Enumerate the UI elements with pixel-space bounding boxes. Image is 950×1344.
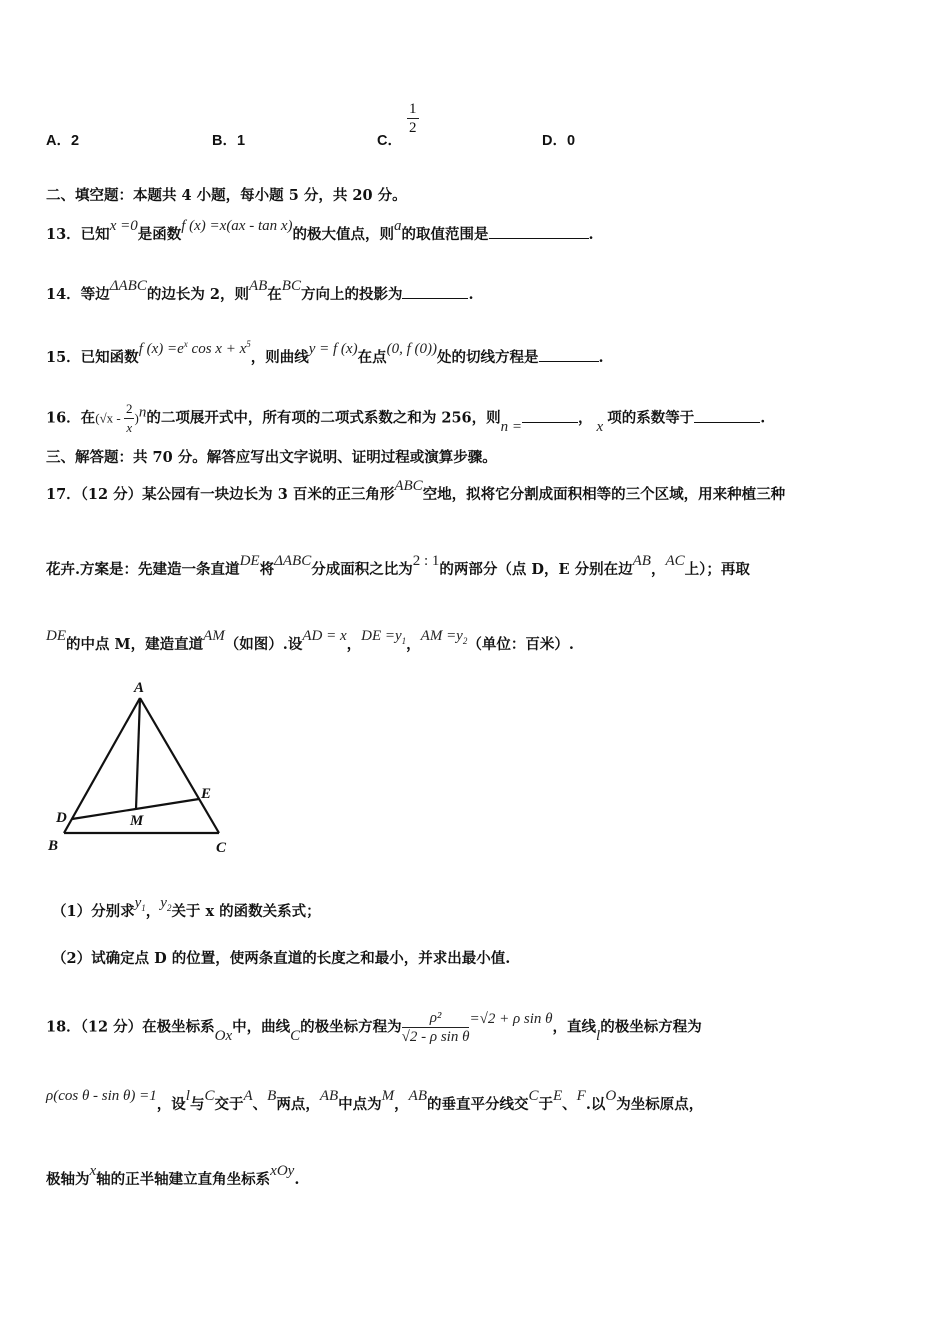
q18-math-ox: Ox: [214, 1027, 233, 1044]
segment-am: [136, 698, 140, 809]
q18-text-9: 、: [252, 1096, 268, 1113]
q18-text-7: 与: [189, 1096, 205, 1113]
q18-text-4: ，直线: [552, 1018, 597, 1036]
q17-math-y2-base: AM =y: [420, 628, 463, 644]
q16-frac-den: x: [126, 420, 133, 435]
question-15: [46, 339, 604, 368]
section-2-heading: 二、填空题：本题共 4 小题，每小题 5 分，共 20 分。: [46, 187, 407, 204]
q17-text-4: 将: [259, 561, 275, 578]
q15-text-1: 15．已知函数: [46, 349, 139, 366]
q18-text-2: 中，曲线: [232, 1018, 291, 1036]
q18-math-ab2: AB: [408, 1088, 427, 1104]
q18-math-b: B: [267, 1088, 277, 1104]
q18-text-14: 于: [538, 1096, 553, 1113]
q18-fraction: [402, 1009, 470, 1046]
q14-text-3: 在: [267, 286, 282, 303]
q18-math-l: l: [596, 1027, 601, 1044]
q18-text-17: 为坐标原点，: [616, 1096, 704, 1113]
q18-math-ab: AB: [319, 1088, 339, 1104]
q17-math-ab: AB: [632, 553, 651, 569]
q17-part1-y2-base: y: [160, 895, 167, 911]
q14-text-2: 的边长为 2，则: [146, 286, 249, 303]
option-c: [377, 129, 402, 150]
q15-math-2: y = f (x): [308, 341, 358, 357]
q17-math-triangle: ΔABC: [274, 553, 312, 569]
q13-math-1: x =0: [109, 218, 138, 234]
option-c-denominator: 2: [409, 120, 417, 136]
q17-text-6: 的两部分（点 D，E 分别在边: [439, 561, 633, 578]
q15-end: .: [598, 349, 604, 366]
section-3-heading: 三、解答题：共 70 分。解答应写出文字说明、证明过程或演算步骤。: [46, 449, 497, 466]
option-c-fraction: [407, 100, 419, 137]
q18-math-o: O: [605, 1088, 617, 1104]
q18-math-e: E: [553, 1088, 563, 1104]
q18-text-10: 两点，: [276, 1096, 320, 1113]
q16-end: .: [760, 409, 766, 427]
q13-text-3: 的极大值点，则: [292, 226, 395, 243]
question-18-line-2: [46, 1088, 704, 1115]
q17-math-y1-sub: 1: [401, 636, 407, 646]
q18-text-5: 的极坐标方程为: [600, 1018, 702, 1036]
q17-text-13: （单位：百米）.: [467, 636, 574, 653]
q16-text-1: 16．在: [46, 409, 96, 427]
q14-math-3: BC: [281, 278, 301, 294]
q16-math-1b: ): [134, 410, 139, 426]
q17-math-de-2: DE: [46, 628, 66, 644]
q13-text-2: 是函数: [137, 226, 182, 243]
question-17-part-2: （2）试确定点 D 的位置，使两条直道的长度之和最小，并求出最小值.: [52, 950, 511, 967]
q16-math-2: n =: [500, 418, 523, 435]
triangle-figure: [44, 676, 244, 856]
q17-part1-text-3: 关于 x 的函数关系式；: [171, 903, 321, 920]
q17-text-11: ，: [346, 636, 362, 653]
q17-math-am: AM: [203, 628, 225, 644]
q17-math-ac: AC: [665, 553, 685, 569]
q16-text-3: ，: [578, 409, 593, 427]
q18-text-11: 中点为: [338, 1096, 382, 1113]
label-e: E: [201, 786, 212, 802]
q17-part1-text-2: ，: [145, 903, 161, 920]
label-c: C: [216, 840, 227, 856]
q17-part1-y1: [135, 895, 146, 911]
q16-math-1-sup: n: [138, 404, 147, 421]
q13-math-2: f (x) =x(ax - tan x): [181, 218, 293, 234]
question-16: [46, 400, 765, 437]
q14-end: .: [468, 286, 474, 303]
q13-text-1: 13．已知: [46, 226, 110, 243]
q18-text-8: 交于: [214, 1096, 244, 1113]
q16-answer-blank-2[interactable]: [694, 408, 760, 423]
question-18-line-1: [46, 1009, 702, 1046]
q15-math-1b: cos x + x: [187, 341, 247, 357]
q16-math-1a: (√x -: [95, 410, 124, 426]
option-d: D．0: [542, 133, 576, 149]
q18-frac-den: √2 - ρ sin θ: [401, 1029, 470, 1045]
q13-end: .: [588, 226, 594, 243]
q15-math-1-sup: x: [183, 339, 188, 349]
q17-math-y2-eq: [421, 628, 468, 644]
q18-math-xoy: xOy: [270, 1163, 295, 1179]
q14-answer-blank[interactable]: [402, 284, 468, 299]
q17-math-ad: AD = x: [302, 628, 347, 644]
q17-text-10: （如图）.设: [224, 636, 303, 653]
q18-math-l2: l: [185, 1088, 190, 1104]
q18-text-16: .以: [585, 1096, 606, 1113]
q15-math-1: [139, 341, 251, 357]
q17-math-y1-eq: [361, 628, 406, 644]
question-17-part-1: [52, 895, 321, 927]
q17-part1-y1-sub: 1: [141, 903, 146, 913]
question-17-line-1: [46, 478, 786, 505]
q17-math-y2-sub: 2: [462, 636, 468, 646]
q16-math-3: x: [596, 418, 604, 435]
q15-answer-blank[interactable]: [539, 347, 599, 362]
q17-text-12: ，: [406, 636, 421, 653]
q18-text-12: ，: [394, 1096, 409, 1113]
question-17-line-2: [46, 553, 750, 580]
q18-math-line-eq: ρ(cos θ - sin θ) =1: [46, 1088, 157, 1104]
q17-part1-y2-sub: 2: [166, 903, 172, 913]
q14-text-1: 14．等边: [46, 286, 110, 303]
q17-text-8: 上）；再取: [684, 561, 750, 578]
q16-text-4: 项的系数等于: [607, 409, 695, 427]
q16-fraction: [124, 400, 135, 437]
q18-text-19: 轴的正半轴建立直角坐标系: [96, 1171, 271, 1188]
q18-math-a: A: [243, 1088, 253, 1104]
q13-answer-blank[interactable]: [489, 224, 589, 239]
question-14: [46, 278, 474, 305]
q14-text-4: 方向上的投影为: [300, 286, 403, 303]
option-a: A．2: [46, 133, 80, 149]
q13-math-3: a: [394, 218, 402, 234]
q15-math-3: (0, f (0)): [386, 341, 437, 357]
q18-text-1: 18．（12 分）在极坐标系: [46, 1018, 215, 1036]
q17-text-7: ，: [650, 561, 666, 578]
option-c-numerator: 1: [409, 101, 417, 117]
q15-text-3: 在点: [357, 349, 387, 366]
q17-text-1: 17．（12 分）某公园有一块边长为 3 百米的正三角形: [46, 486, 395, 503]
q17-part1-text-1: （1）分别求: [52, 903, 135, 920]
q17-text-2: 空地，拟将它分割成面积相等的三个区域，用来种植三种: [422, 486, 786, 503]
q15-text-4: 处的切线方程是: [437, 349, 539, 366]
q18-text-3: 的极坐标方程为: [300, 1018, 402, 1036]
option-c-label: C．: [377, 133, 402, 149]
q13-text-4: 的取值范围是: [401, 226, 489, 243]
q17-math-ratio: 2 : 1: [412, 553, 440, 569]
label-m: M: [130, 813, 144, 829]
q16-frac-num: 2: [124, 400, 135, 419]
q14-math-1: ΔABC: [109, 278, 147, 294]
q18-math-m: M: [381, 1088, 395, 1104]
q17-text-5: 分成面积之比为: [311, 561, 413, 578]
q18-math-c2: C: [204, 1088, 215, 1104]
q18-math-c: C: [290, 1027, 301, 1044]
edge-ab: [64, 698, 140, 833]
q17-part1-y1-base: y: [134, 895, 142, 911]
q16-answer-blank-1[interactable]: [522, 408, 578, 423]
q14-math-2: AB: [248, 278, 268, 294]
q15-math-1a: f (x) =e: [138, 341, 184, 357]
question-18-line-3: [46, 1163, 300, 1190]
q18-math-f: F: [576, 1088, 586, 1104]
label-d: D: [56, 810, 67, 826]
q17-math-de: DE: [239, 553, 260, 569]
q15-math-1-sup2: 5: [246, 339, 251, 349]
q18-math-rhs: =√2 + ρ sin θ: [469, 1010, 553, 1027]
q17-text-9: 的中点 M，建造直道: [66, 636, 204, 653]
q17-math-abc: ABC: [394, 478, 423, 494]
question-13: [46, 218, 594, 245]
q18-text-18: 极轴为: [46, 1171, 90, 1188]
q15-text-2: ，则曲线: [250, 349, 309, 366]
label-a: A: [134, 680, 145, 696]
q18-math-x: x: [89, 1163, 97, 1179]
question-17-line-3: [46, 628, 574, 660]
q16-text-2: 的二项展开式中，所有项的二项式系数之和为 256，则: [146, 409, 501, 427]
q18-frac-num: ρ²: [402, 1009, 470, 1028]
q18-text-13: 的垂直平分线交: [426, 1096, 529, 1113]
label-b: B: [48, 838, 59, 854]
q18-math-c3: C: [528, 1088, 539, 1104]
q17-part1-y2: [160, 895, 171, 911]
q17-text-3: 花卉.方案是：先建造一条直道: [46, 561, 240, 578]
edge-ac: [140, 698, 219, 833]
q18-text-15: 、: [562, 1096, 577, 1113]
q18-text-6: ，设: [156, 1096, 186, 1113]
q18-text-20: .: [294, 1171, 300, 1188]
option-b: B．1: [212, 133, 246, 149]
q17-math-y1-base: DE =y: [361, 628, 402, 644]
